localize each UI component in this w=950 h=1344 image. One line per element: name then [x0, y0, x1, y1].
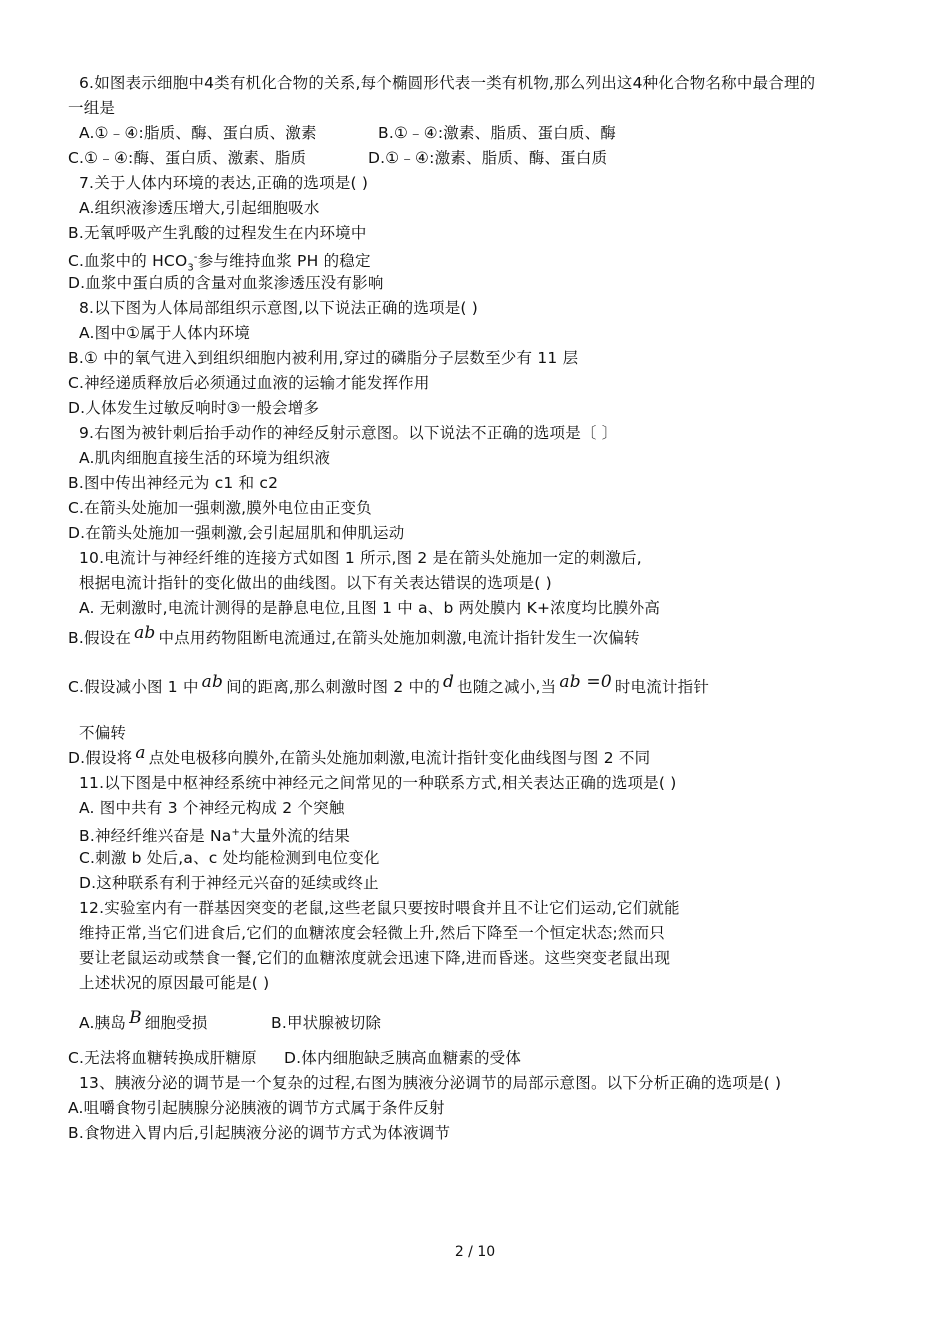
- q11-option-a: A. 图中共有 3 个神经元构成 2 个突触: [79, 799, 345, 817]
- q10-option-c-mid: 间的距离,那么刺激时图 2 中的: [226, 678, 440, 696]
- q7-option-b: B.无氧呼吸产生乳酸的过程发生在内环境中: [68, 224, 367, 242]
- q11-option-b-post: 大量外流的结果: [240, 827, 350, 846]
- q13-stem: 13、胰液分泌的调节是一个复杂的过程,右图为胰液分泌调节的局部示意图。以下分析正确的选项是( ): [79, 1074, 782, 1092]
- q9-option-a: A.肌肉细胞直接生活的环境为组织液: [79, 449, 331, 467]
- q11-option-b: [79, 822, 350, 847]
- q10-option-a: A. 无刺激时,电流计测得的是静息电位,且图 1 中 a、b 两处膜内 K+浓度均比膜外高: [79, 599, 661, 617]
- q6-stem-line1: 6.如图表示细胞中4类有机化合物的关系,每个椭圆形代表一类有机物,那么列出这4种化合物名称中最合理的: [79, 74, 816, 92]
- q10-option-c-math3: ab =0: [559, 672, 612, 692]
- q6-option-b: B.①﹣④:激素、脂质、蛋白质、酶: [378, 124, 616, 142]
- q12-stem-line4: 上述状况的原因最可能是( ): [79, 974, 270, 992]
- q12-option-a-math: B: [129, 1008, 142, 1028]
- q12-stem-line1: 12.实验室内有一群基因突变的老鼠,这些老鼠只要按时喂食并且不让它们运动,它们就能: [79, 899, 680, 917]
- q8-option-d: D.人体发生过敏反响时③一般会增多: [68, 399, 320, 417]
- q10-option-c: [68, 672, 710, 698]
- q10-option-c-pre: C.假设减小图 1 中: [68, 678, 199, 696]
- q8-option-b: B.① 中的氧气进入到组织细胞内被利用,穿过的磷脂分子层数至少有 11 层: [68, 349, 579, 367]
- q7-option-a: A.组织液渗透压增大,引起细胞吸水: [79, 199, 320, 217]
- q10-stem-line2: 根据电流计指针的变化做出的曲线图。以下有关表达错误的选项是( ): [79, 574, 552, 592]
- q12-option-d: D.体内细胞缺乏胰高血糖素的受体: [284, 1049, 522, 1067]
- q9-option-b: B.图中传出神经元为 c1 和 c2: [68, 474, 279, 492]
- q13-option-a: A.咀嚼食物引起胰腺分泌胰液的调节方式属于条件反射: [68, 1099, 445, 1117]
- q12-option-a-post: 细胞受损: [144, 1014, 208, 1032]
- q10-option-d-math: a: [135, 743, 146, 763]
- q10-option-d: [68, 743, 651, 769]
- q9-option-c: C.在箭头处施加一强刺激,膜外电位由正变负: [68, 499, 372, 517]
- q8-option-a: A.图中①属于人体内环境: [79, 324, 251, 342]
- q6-option-a: A.①﹣④:脂质、酶、蛋白质、激素: [79, 124, 317, 142]
- q7-option-d: D.血浆中蛋白质的含量对血浆渗透压没有影响: [68, 274, 384, 292]
- q13-option-b: B.食物进入胃内后,引起胰液分泌的调节方式为体液调节: [68, 1124, 451, 1142]
- q12-stem-line3: 要让老鼠运动或禁食一餐,它们的血糖浓度就会迅速下降,进而昏迷。这些突变老鼠出现: [79, 949, 671, 967]
- q6-stem-line2: 一组是: [68, 99, 116, 117]
- q12-option-c: C.无法将血糖转换成肝糖原: [68, 1049, 257, 1067]
- q6-option-c: C.①﹣④:酶、蛋白质、激素、脂质: [68, 149, 307, 167]
- q8-stem: 8.以下图为人体局部组织示意图,以下说法正确的选项是( ): [79, 299, 479, 317]
- q10-option-c-math1: ab: [201, 672, 224, 692]
- q10-option-c-mid2: 也随之减小,当: [457, 678, 557, 696]
- q12-option-b: B.甲状腺被切除: [271, 1014, 382, 1032]
- q10-stem-line1: 10.电流计与神经纤维的连接方式如图 1 所示,图 2 是在箭头处施加一定的刺激后,: [79, 549, 642, 567]
- q10-option-d-pre: D.假设将: [68, 749, 133, 767]
- q7-stem: 7.关于人体内环境的表达,正确的选项是( ): [79, 174, 369, 192]
- q11-option-d: D.这种联系有利于神经元兴奋的延续或终止: [79, 874, 379, 892]
- q11-option-c: C.刺激 b 处后,a、c 处均能检测到电位变化: [79, 849, 380, 867]
- q10-option-c-continued: 不偏转: [79, 724, 127, 742]
- q11-option-b-pre: B.神经纤维兴奋是 Na: [79, 827, 232, 846]
- q12-option-a: [79, 1008, 208, 1034]
- q8-option-c: C.神经递质释放后必须通过血液的运输才能发挥作用: [68, 374, 430, 392]
- q7-option-c-sup: -: [193, 252, 198, 263]
- q10-option-d-post: 点处电极移向膜外,在箭头处施加刺激,电流计指针变化曲线图与图 2 不同: [148, 749, 651, 767]
- q10-option-b-post: 中点用药物阻断电流通过,在箭头处施加刺激,电流计指针发生一次偏转: [158, 629, 640, 647]
- q7-option-c-sub: 3: [187, 262, 194, 274]
- page-number: 2 / 10: [454, 1244, 496, 1260]
- q11-stem: 11.以下图是中枢神经系统中神经元之间常见的一种联系方式,相关表达正确的选项是( ): [79, 774, 677, 792]
- q11-option-b-sup: +: [231, 827, 241, 838]
- q6-option-d: D.①﹣④:激素、脂质、酶、蛋白质: [368, 149, 608, 167]
- q12-stem-line2: 维持正常,当它们进食后,它们的血糖浓度会轻微上升,然后下降至一个恒定状态;然而只: [79, 924, 666, 942]
- q10-option-c-post: 时电流计指针: [614, 678, 710, 696]
- q10-option-b-pre: B.假设在: [68, 629, 132, 647]
- q12-option-a-pre: A.胰岛: [79, 1014, 127, 1032]
- q9-stem: 9.右图为被针刺后抬手动作的神经反射示意图。以下说法不正确的选项是〔 〕: [79, 424, 618, 442]
- q9-option-d: D.在箭头处施加一强刺激,会引起屈肌和伸肌运动: [68, 524, 405, 542]
- q10-option-b: [68, 623, 640, 649]
- q7-option-c-post: 参与维持血浆 PH 的稳定: [197, 252, 371, 271]
- q10-option-c-math2: d: [442, 672, 455, 692]
- q7-option-c-pre: C.血浆中的 HCO: [68, 252, 188, 271]
- q10-option-b-math: ab: [134, 623, 156, 643]
